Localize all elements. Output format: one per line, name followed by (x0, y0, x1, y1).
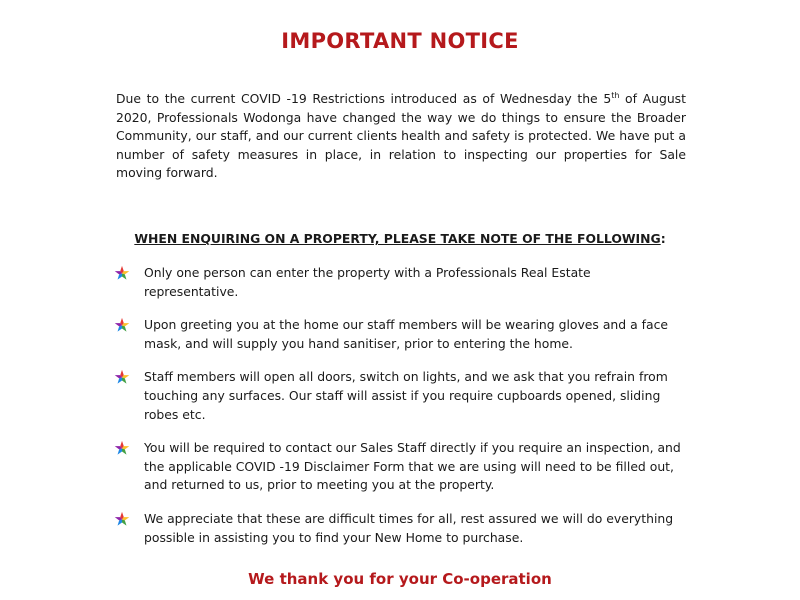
subheading (0, 231, 800, 246)
guidelines-list (114, 264, 688, 562)
list-item-text: Only one person can enter the property with a Professionals Real Estate representative. (144, 265, 591, 299)
list-item-text: You will be required to contact our Sales Staff directly if you require an inspection, and the applicable COVID -19 Disclaimer Form that we are using will need to be filled out, and returned to us, prior to meeting you at the property. (144, 440, 681, 493)
notice-title: IMPORTANT NOTICE (281, 29, 519, 53)
list-item (114, 439, 688, 495)
multicolor-star-icon (114, 511, 130, 527)
multicolor-star-icon (114, 265, 130, 281)
subheading-text: WHEN ENQUIRING ON A PROPERTY, PLEASE TAKE NOTE OF THE FOLLOWING (134, 231, 661, 246)
list-item (114, 264, 688, 301)
closing-message: We thank you for your Co-operation (248, 570, 552, 588)
list-item (114, 368, 688, 424)
list-item-text: Upon greeting you at the home our staff members will be wearing gloves and a face mask, and will supply you hand sanitiser, prior to entering the home. (144, 317, 669, 351)
list-item-text: Staff members will open all doors, switch on lights, and we ask that you refrain from touching any surfaces. Our staff will assist if you require cupboards opened, sliding robes etc. (144, 369, 668, 422)
intro-paragraph (116, 90, 686, 183)
intro-text-start: Due to the current COVID -19 Restrictions introduced as of Wednesday the 5 (116, 91, 612, 106)
multicolor-star-icon (114, 440, 130, 456)
intro-ordinal-suffix: th (611, 90, 620, 100)
list-item-text: We appreciate that these are difficult times for all, rest assured we will do everything possible in assisting you to find your New Home to purchase. (144, 510, 674, 545)
intro-text-end: of August 2020, Professionals Wodonga have changed the way we do things to ensure the Broader Community, our staff, and our current clients health and safety is protected. We have put a number of safety measures in place, in relation to inspecting our properties for Sale moving forward. (116, 91, 686, 181)
multicolor-star-icon (114, 317, 130, 333)
list-item (114, 316, 688, 353)
list-item (114, 510, 688, 547)
subheading-colon: : (660, 231, 666, 246)
multicolor-star-icon (114, 369, 130, 385)
